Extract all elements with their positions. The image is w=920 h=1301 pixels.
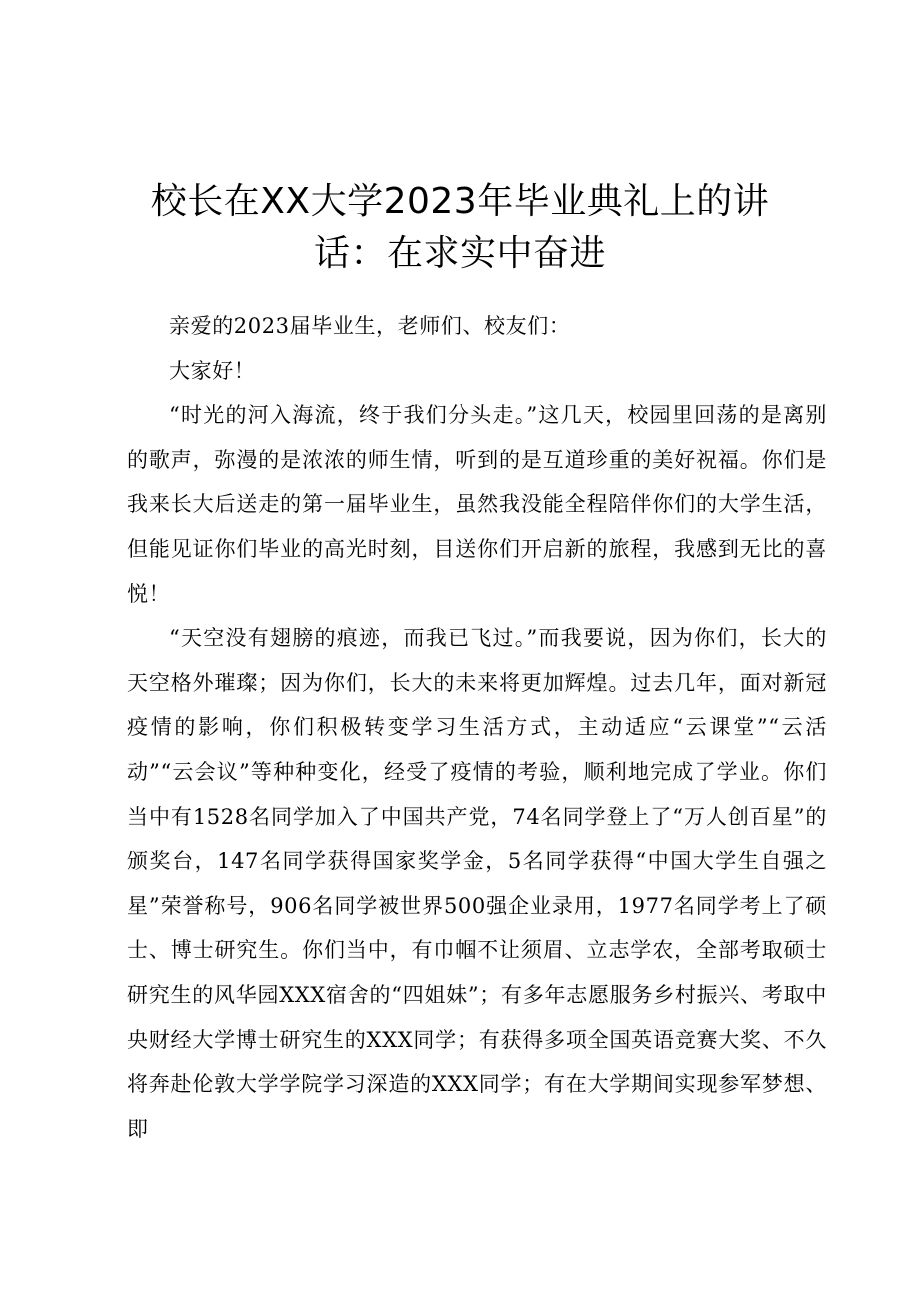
title-line-1: 校长在XX大学2023年毕业典礼上的讲 (150, 181, 770, 222)
body-paragraph: “时光的河入海流，终于我们分头走。”这几天，校园里回荡的是离别的歌声，弥漫的是浓浓的师生情，听到的是互道珍重的美好祝福。你们是我来长大后送走的第一届毕业生，虽然我没能全程陪伴你们的大学生活，但能见证你们毕业的高光时刻，目送你们开启新的旅程，我感到无比的喜悦！ (127, 403, 827, 606)
greeting: 大家好！ (169, 358, 256, 383)
title-line-2: 话：在求实中奋进 (313, 233, 606, 274)
document-body (127, 304, 827, 1151)
body-paragraph: “天空没有翅膀的痕迹，而我已飞过。”而我要说，因为你们，长大的天空格外璀璨；因为你们，长大的未来将更加辉煌。过去几年，面对新冠疫情的影响，你们积极转变学习生活方式，主动适应“云课堂”“云活动”“云会议”等种种变化，经受了疫情的考验，顺利地完成了学业。你们当中有1528名同学加入了中国共产党，74名同学登上了“万人创百星”的颁奖台，147名同学获得国家奖学金，5名同学获得“中国大学生自强之星”荣誉称号，906名同学被世界500强企业录用，1977名同学考上了硕士、博士研究生。你们当中，有巾帼不让须眉、立志学农，全部考取硕士研究生的风华园XXX宿舍的“四姐妹”；有多年志愿服务乡村振兴、考取中央财经大学博士研究生的XXX同学；有获得多项全国英语竞赛大奖、不久将奔赴伦敦大学学院学习深造的XXX同学；有在大学期间实现参军梦想、即 (127, 626, 827, 1141)
salutation: 亲爱的2023届毕业生，老师们、校友们： (169, 314, 571, 338)
document-title (100, 176, 820, 280)
